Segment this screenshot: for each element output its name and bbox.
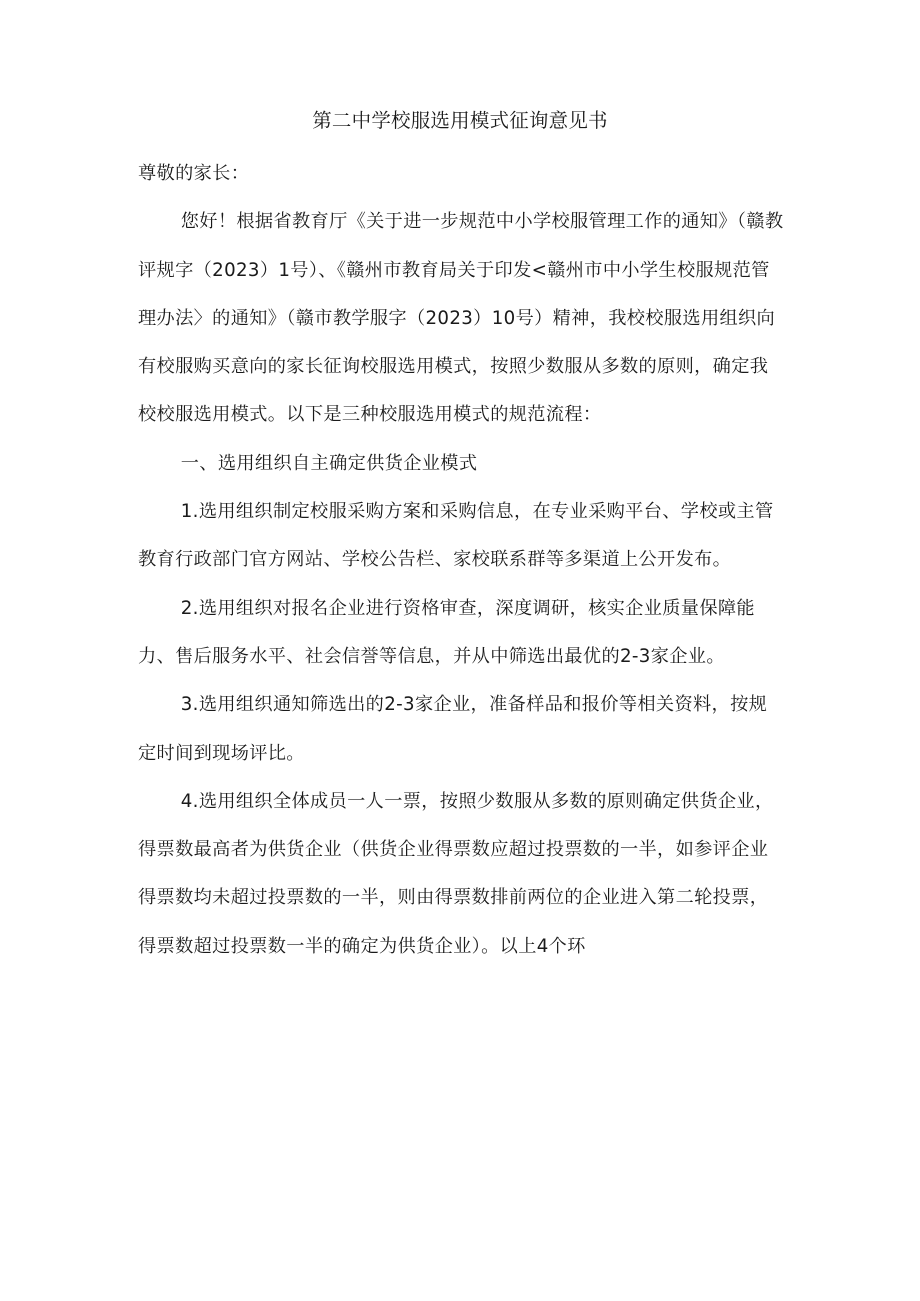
document-body: [138, 150, 784, 971]
step-4-paragraph: 4.选用组织全体成员一人一票，按照少数服从多数的原则确定供货企业，得票数最高者为供货企业（供货企业得票数应超过投票数的一半，如参评企业得票数均未超过投票数的一半，则由得票数排前两位的企业进入第二轮投票，得票数超过投票数一半的确定为供货企业）。以上4个环: [138, 790, 774, 957]
step-3-paragraph: 3.选用组织通知筛选出的2-3家企业，准备样品和报价等相关资料，按规定时间到现场评比。: [138, 694, 768, 764]
section-heading-1: 一、选用组织自主确定供货企业模式: [180, 452, 478, 474]
step-1-paragraph: 1.选用组织制定校服采购方案和采购信息，在专业采购平台、学校或主管教育行政部门官方网站、学校公告栏、家校联系群等多渠道上公开发布。: [138, 501, 774, 571]
document-title: 第二中学校服选用模式征询意见书: [312, 109, 608, 132]
salutation: 尊敬的家长：: [138, 163, 250, 184]
intro-paragraph: 您好！根据省教育厅《关于进一步规范中小学校服管理工作的通知》（赣教评规字（2023）1号）、《赣州市教育局关于印发<赣州市中小学生校服规范管理办法〉的通知》（赣市教学服字（2023）10号）精神，我校校服选用组织向有校服购买意向的家长征询校服选用模式，按照少数服从多数的原则，确定我校校服选用模式。以下是三种校服选用模式的规范流程：: [138, 211, 784, 426]
step-2-paragraph: 2.选用组织对报名企业进行资格审查，深度调研，核实企业质量保障能力、售后服务水平、社会信誉等信息，并从中筛选出最优的2-3家企业。: [138, 597, 755, 667]
